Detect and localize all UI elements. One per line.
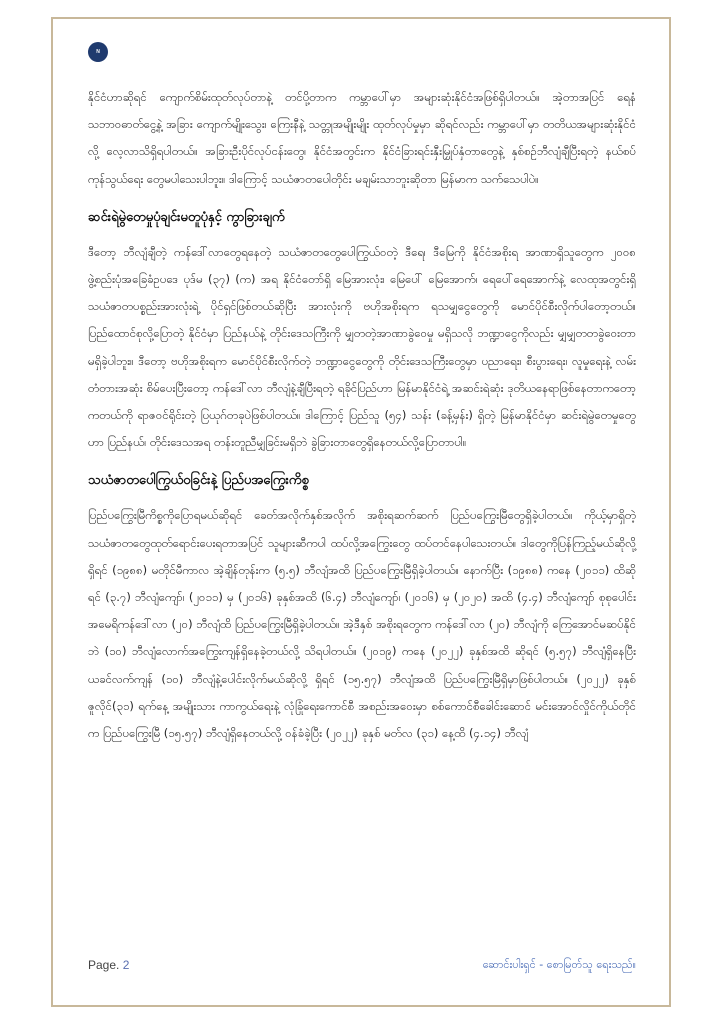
document-body (88, 84, 636, 747)
page-number: 2 (122, 958, 130, 972)
author-credit: ဆောင်းပါးရှင် - စောမြတ်သူ ရေးသည်။ (482, 958, 636, 971)
paragraph-poverty: ဒီတော့ ဘီလျံချီတဲ့ ကန်ဒေါ်လာတွေရနေတဲ့ သယံဇာတတွေပေါကြွယ်ဝတဲ့ ဒီရေ၊ ဒီမြေကို နိုင်ငံအစိုးရ အာဏာရှိသူတွေက ၂၀၀၈ ဖွဲ့စည်းပုံအခြေခံဥပဒေ ပုဒ်မ (၃၇) (က) အရ နိုင်ငံတော်ရှိ မြေအားလုံး၊ မြေပေါ် မြေအောက်၊ ရေပေါ်ရေအောက်နဲ့ လေထုအတွင်းရှိ သယံဇာတပစ္စည်းအားလုံးရဲ့ ပိုင်ရှင်ဖြစ်တယ်ဆိုပြီး အားလုံးကို ဗဟိုအစိုးရက ရသမျှငွေတွေကို မောင်ပိုင်စီးလိုက်ပါတော့တယ်။ ပြည်ထောင်စုလို့ပြောတဲ့ နိုင်ငံမှာ ပြည်နယ်နဲ့ တိုင်းဒေသကြီးကို မျှတတဲ့အာဏာခွဲဝေမှု မရှိသလို ဘဏ္ဍာငွေကိုလည်း မျှမျှတတခွဲဝေးတာ မရှိခဲ့ပါဘူး။ ဒီတော့ ဗဟိုအစိုးရက မောင်ပိုင်စီးလိုက်တဲ့ ဘဏ္ဍာငွေတွေကို တိုင်းဒေသကြီးတွေမှာ ပညာရေး၊ စီးပွားရေး၊ လူမှုရေးနဲ့ လမ်းတံတားအဆုံး စိမ်ပေးပြီးတော့ ကန်ဒေါ်လာ ဘီလျံနဲ့ချီပြီးရတဲ့ ရခိုင်ပြည်ဟာ မြန်မာနိုင်ငံရဲ့ အဆင်းရဲဆုံး ဒုတိယနေရာဖြစ်နေတာကတော့ ကတယ်ကို ရာဇဝင်ရိုင်းတဲ့ ပြယုဂ်တခုပဲဖြစ်ပါတယ်။ ဒါကြောင့် ပြည်သူ (၅၄) သန်း (ခန့်မှန်း) ရှိတဲ့ မြန်မာနိုင်ငံမှာ ဆင်းရဲမွဲတေမှုတွေဟာ ပြည်နယ်၊ တိုင်းဒေသအရ တန်းတူညီမျှခြင်းမရှိဘဲ ခွဲခြားတာတွေရှိနေတယ်လို့ပြောတာပါ။ (88, 244, 636, 450)
section-heading-debt: သယံဇာတပေါကြွယ်ဝခြင်းနဲ့ ပြည်ပအကြွေးကိစ္စ (88, 473, 309, 489)
paragraph-resources: နိုင်ငံဟာဆိုရင် ကျောက်စိမ်းထုတ်လုပ်တာနဲ့ တင်ပို့တာက ကမ္ဘာပေါ်မှာ အများဆုံးနိုင်ငံအဖြစ်ရှိပါတယ်။ အဲ့တာအပြင် ရေနံ သဘာဝဓာတ်ငွေ့နဲ့ အခြား ကျောက်မျိုးသွေး၊ ကြေးနီနဲ့ သတ္တုအမျိုးမျိုး ထုတ်လုပ်မှုမှာ ဆိုရင်လည်း ကမ္ဘာပေါ်မှာ တတိယအများဆုံးနိုင်ငံလို့ လေ့လာသိရှိရပါတယ်။ အခြားဦးပိုင်လုပ်ငန်းတွေ၊ နိုင်ငံအတွင်းက နိုင်ငံခြားရင်းနှီးမြှုပ်နှံတာတွေနဲ့ နှစ်စဉ်ဘီလျံချီပြီးရတဲ့ နယ်စပ်ကုန်သွယ်ရေး တွေမပါသေးပါဘူး။ ဒါကြောင့် သယံဇာတပေါတိုင်း မချမ်းသာဘူးဆိုတာ မြန်မာက သက်သေပါပဲ။ (88, 90, 636, 186)
page-number-label (88, 958, 129, 972)
page-footer (88, 958, 636, 978)
page-prefix: Page. (88, 958, 120, 972)
organization-logo-icon: N (88, 42, 108, 62)
paragraph-debt: ပြည်ပကြွေးမြီကိစ္စကိုပြောရမယ်ဆိုရင် ခေတ်အလိုက်နှစ်အလိုက် အစိုးရဆက်ဆက် ပြည်ပကြွေးမြီတွေရှိခဲ့ပါတယ်။ ကိုယ့်မှာရှိတဲ့ သယံဇာတတွေထုတ်ရောင်းပေးရတာအပြင် သူများဆီကပါ ထပ်လို့အကြွေးတွေ ထပ်တင်နေပါသေးတယ်။ ဒါတွေကိုပြန်ကြည့်မယ်ဆိုလို့ရှိရင် (၁၉၈၈) မတိုင်မီကာလ အဲ့ချိန်တုန်းက (၅.၅) ဘီလျံအထိ ပြည်ပကြွေးမြီရှိခဲ့ပါတယ်။ နောက်ပြီး (၁၉၈၈) ကနေ (၂၀၁၁) ထိဆိုရင် (၃.၇) ဘီလျံကျော်၊ (၂၀၁၁) မှ (၂၀၁၆) ခုနှစ်အထိ (၆.၄) ဘီလျံကျော်၊ (၂၀၁၆) မှ (၂၀၂၀) အထိ (၄.၄) ဘီလျံကျော် စုစုပေါင်း အမေရိကန်ဒေါ်လာ (၂၀) ဘီလျံထိ ပြည်ပကြွေးမြီရှိခဲ့ပါတယ်။ အဲ့ဒီနှစ် အစိုးရတွေက ကန်ဒေါ်လာ (၂၀) ဘီလျံကို ကြေအောင်မဆပ်နိုင်ဘဲ (၁၀) ဘီလျံလောက်အကြွေးကျန်ရှိနေခဲ့တယ်လို့ သိရပါတယ်။ (၂၀၁၉) ကနေ (၂၀၂၂) ခုနှစ်အထိ ဆိုရင် (၅.၅၇) ဘီလျံရှိနေပြီး ယခင်လက်ကျန် (၁၀) ဘီလျံနဲ့ပေါင်းလိုက်မယ်ဆိုလို့ ရှိရင် (၁၅.၅၇) ဘီလျံအထိ ပြည်ပကြွေးမြီရှိမှာဖြစ်ပါတယ်။ (၂၀၂၂) ခုနှစ် ဇူလိုင်(၃၁) ရက်နေ့ အမျိုးသား ကာကွယ်ရေးနဲ့ လုံခြုံရေးကောင်စီ အစည်းအဝေးမှာ စစ်ကောင်စီခေါင်းဆောင် မင်းအောင်လှိုင်ကိုယ်တိုင်က ပြည်ပကြွေးမြီ (၁၅.၅၇) ဘီလျံရှိနေတယ်လို့ ဝန်ခံခဲ့ပြီး (၂၀၂၂) ခုနှစ် မတ်လ (၃၁) နေ့ထိ (၄.၁၄) ဘီလျံ (88, 508, 636, 741)
section-heading-poverty: ဆင်းရဲမွဲတေမှုပုံချင်းမတူပုံနှင့် ကွာခြားချက် (88, 209, 285, 225)
